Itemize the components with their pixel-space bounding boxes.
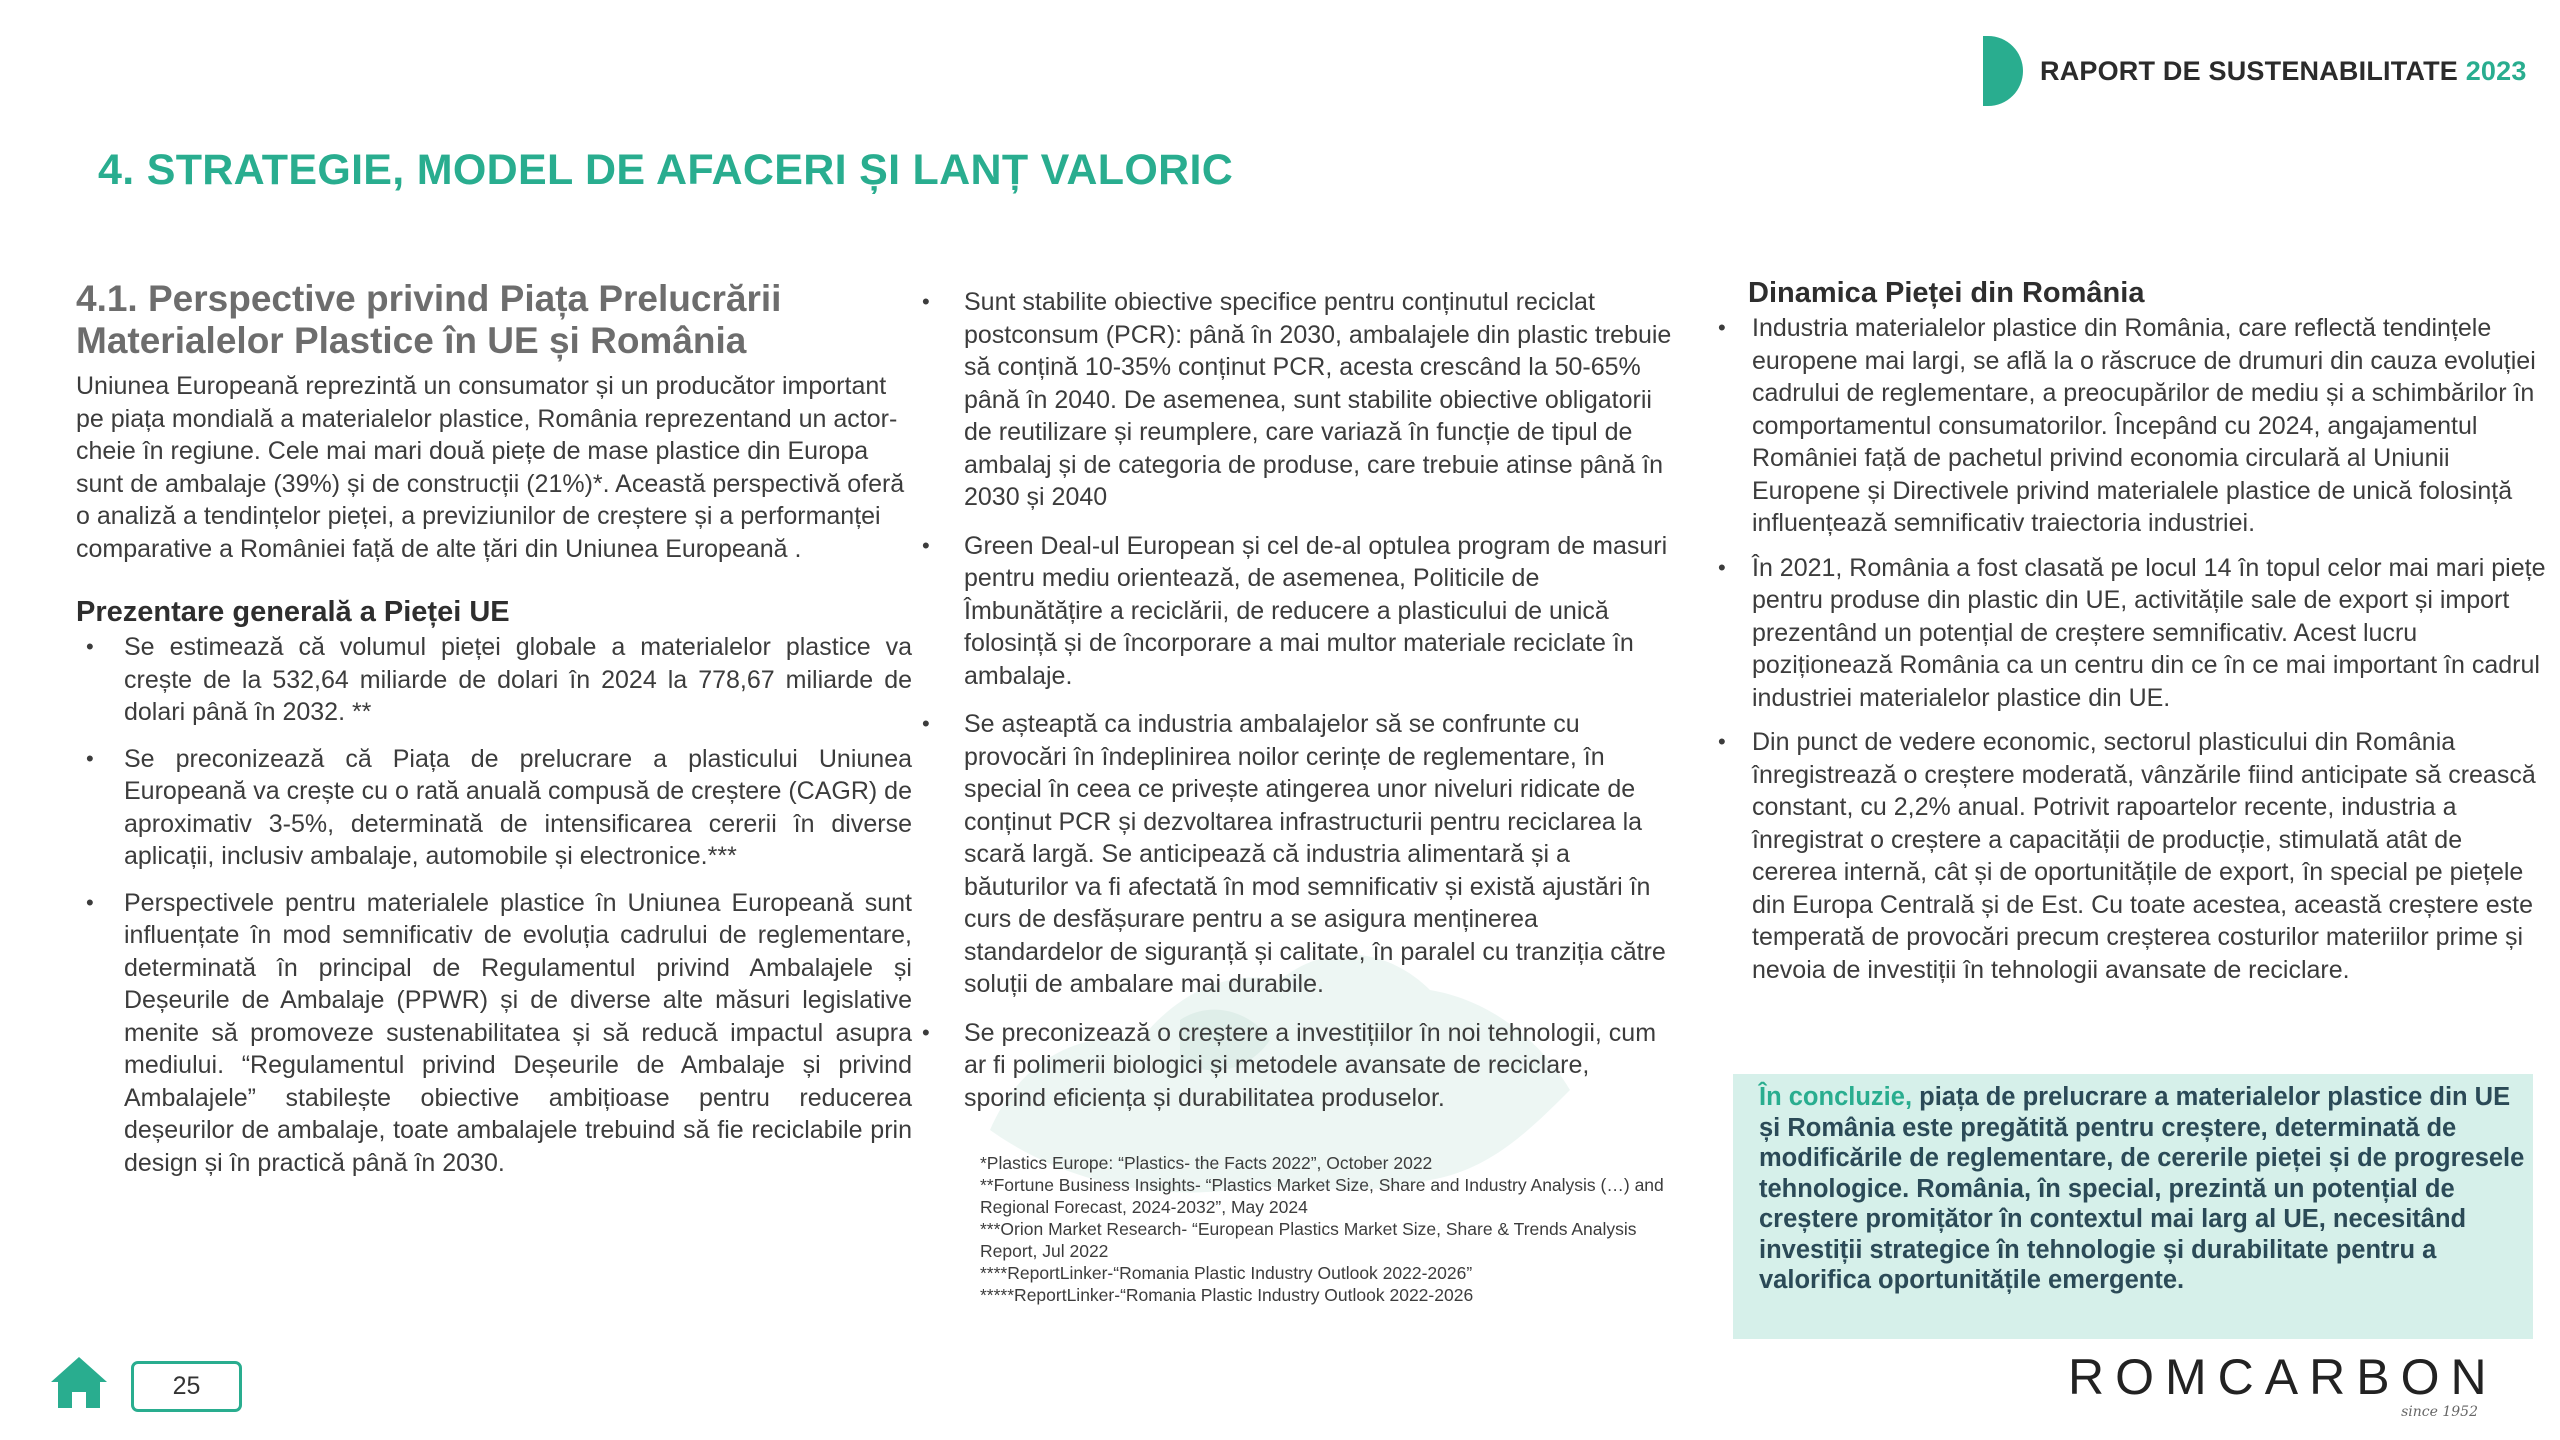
footnotes [980, 1152, 1680, 1306]
subheading-romania-market: Dinamica Pieței din România [1748, 277, 2145, 309]
footnote: ****ReportLinker-“Romania Plastic Industry Outlook 2022-2026” [980, 1263, 1473, 1283]
logo-text: ROMCARBON [2068, 1349, 2498, 1405]
conclusion-box [1733, 1074, 2533, 1339]
regulation-bullets [918, 286, 1678, 1114]
list-item: • Perspectivele pentru materialele plastice în Uniunea Europeană sunt influențate în mod semnificativ de evoluția cadrului de reglementare, determinată în principal de Regulamentul privind Ambalajele și Deșeurile de Ambalaje (PPWR) și de diverse alte măsuri legislative menite să promoveze sustenabilitatea și să reducă impactul asupra mediului. “Regulamentul privind Deșeurile de Ambalaje și privind Ambalajele” stabilește obiective ambițioase pentru reducerea deșeurilor de ambalaje, toate ambalajele trebuind să fie reciclabile prin design și în practică până în 2030. [86, 888, 912, 1177]
list-item: • Industria materialelor plastice din România, care reflectă tendințele europene mai largi, se află la o răscruce de drumuri din cauza evoluției cadrului de reglementare, a preocupărilor de mediu și a schimbărilor în comportamentul consumatorilor. Începând cu 2024, angajamentul României față de pachetul privind economia circulară al Uniunii Europene și Directivele privind materialele plastice de unică folosință influențează semnificativ traiectoria industriei. [1718, 314, 2536, 537]
romcarbon-logo [2068, 1348, 2498, 1428]
list-item: • Se preconizează o creștere a investițiilor în noi tehnologii, cum ar fi polimerii biologici și metodele avansate de reciclare, sporind eficiența și durabilitatea produselor. [922, 1018, 1657, 1112]
footnote: *****ReportLinker-“Romania Plastic Industry Outlook 2022-2026 [980, 1285, 1474, 1305]
footnote: **Fortune Business Insights- “Plastics Market Size, Share and Industry Analysis (…) and Regional Forecast, 2024-2032”, May 2024 [980, 1175, 1664, 1217]
intro-paragraph: Uniunea Europeană reprezintă un consumator și un producător important pe piața mondială a materialelor plastice, România reprezentand un actor-cheie în regiune. Cele mai mari două piețe de mase plastice din Europa sunt de ambalaje (39%) și de construcții (21%)*. Această perspectivă oferă o analiză a tendințelor pieței, a previziunilor de creștere și a performanței comparative a României față de alte țări din Uniunea Europeană . [76, 372, 905, 563]
subheading-eu-market: Prezentare generală a Pieței UE [76, 596, 510, 628]
report-title: RAPORT DE SUSTENABILITATE 2023 [2040, 56, 2527, 86]
footnote: ***Orion Market Research- “European Plastics Market Size, Share & Trends Analysis Report, Jul 2022 [980, 1219, 1637, 1261]
column-middle [918, 286, 1678, 1130]
footnote: *Plastics Europe: “Plastics- the Facts 2022”, October 2022 [980, 1153, 1433, 1173]
page-number: 25 [131, 1361, 242, 1412]
list-item: • Se așteaptă ca industria ambalajelor să se confrunte cu provocări în îndeplinirea noilor cerințe de reglementare, în special în ceea ce privește atingerea unor niveluri ridicate de conținut PCR și dezvoltarea infrastructurii pentru reciclarea la scară largă. Se anticipează că industria alimentară și a băuturilor va fi afectată în mod semnificativ și există ajustări în curs de desfășurare pentru a se asigura menținerea standardelor de siguranță și calitate, în paralel cu tranziția către soluții de ambalare mai durabile. [922, 710, 1666, 998]
eu-market-bullets [76, 631, 912, 1179]
report-year: 2023 [2465, 56, 2527, 86]
list-item: • Sunt stabilite obiective specifice pentru conținutul reciclat postconsum (PCR): până în 2030, ambalajele din plastic trebuie să conțină 10-35% conținut PCR, acesta crescând la 50-65% până în 2040. De asemenea, sunt stabilite obiective obligatorii de reutilizare și reumplere, care variază în funcție de tipul de ambalaj și de categoria de produse, care trebuie atinse până în 2030 și 2040 [922, 288, 1672, 511]
column-left [76, 278, 912, 1193]
list-item: • Din punct de vedere economic, sectorul plasticului din România înregistrează o creștere moderată, vânzările fiind anticipate să crească constant, cu 2,2% anual. Potrivit rapoartelor recente, industria a înregistrat o creștere a capacității de producție, stimulată atât de cererea internă, cât și de oportunitățile de export, în special pe piețele din Europa Centrală și de Est. Cu toate acestea, această creștere este temperată de provocări precum creșterea costurilor materiilor prime și nevoia de investiții în tehnologii avansate de reciclare. [1718, 728, 2536, 984]
chapter-title: 4. STRATEGIE, MODEL DE AFACERI ȘI LANȚ VALORIC [98, 146, 1234, 194]
conclusion-lead: În concluzie, [1759, 1083, 1913, 1111]
list-item: • Se estimează că volumul pieței globale a materialelor plastice va crește de la 532,64 miliarde de dolari în 2024 la 778,67 miliarde de dolari până în 2032. ** [86, 633, 912, 726]
logo-since: since 1952 [2401, 1404, 2478, 1420]
column-right [1716, 276, 2546, 998]
section-title: 4.1. Perspective privind Piața Prelucrării Materialelor Plastice în UE și România [76, 278, 782, 361]
list-item: • Green Deal-ul European și cel de-al optulea program de masuri pentru mediu orientează, de asemenea, Politicile de Îmbunătățire a reciclării, de reducere a plasticului de unică folosință și de încorporare a mai multor materiale reciclate în ambalaje. [922, 531, 1668, 690]
header-tab-icon [1983, 36, 2023, 106]
romania-market-bullets [1716, 312, 2546, 986]
list-item: • Se preconizează că Piața de prelucrare a plasticului Uniunea Europeană va crește cu o rată anuală compusă de creștere (CAGR) de aproximativ 3-5%, determinată de intensificarea cererii în diverse aplicații, inclusiv ambalaje, automobile și electronice.*** [86, 744, 912, 870]
list-item: • În 2021, România a fost clasată pe locul 14 în topul celor mai mari piețe pentru produse din plastic din UE, activitățile sale de export și import prezentând un potențial de creștere semnificativ. Acest lucru poziționează România ca un centru din ce în ce mai important în cadrul industriei materialelor plastice din UE. [1718, 553, 2546, 712]
conclusion-text: piața de prelucrare a materialelor plastice din UE și România este pregătită pentru creștere, determinată de modificările de reglementare, de cererile pieței și de progresele tehnologice. România, în special, prezintă un potențial de creștere promițător în contextul mai larg al UE, necesitând investiții strategice în tehnologie și durabilitate pentru a valorifica oportunitățile emergente. [1759, 1083, 2525, 1294]
home-icon[interactable] [48, 1354, 110, 1410]
